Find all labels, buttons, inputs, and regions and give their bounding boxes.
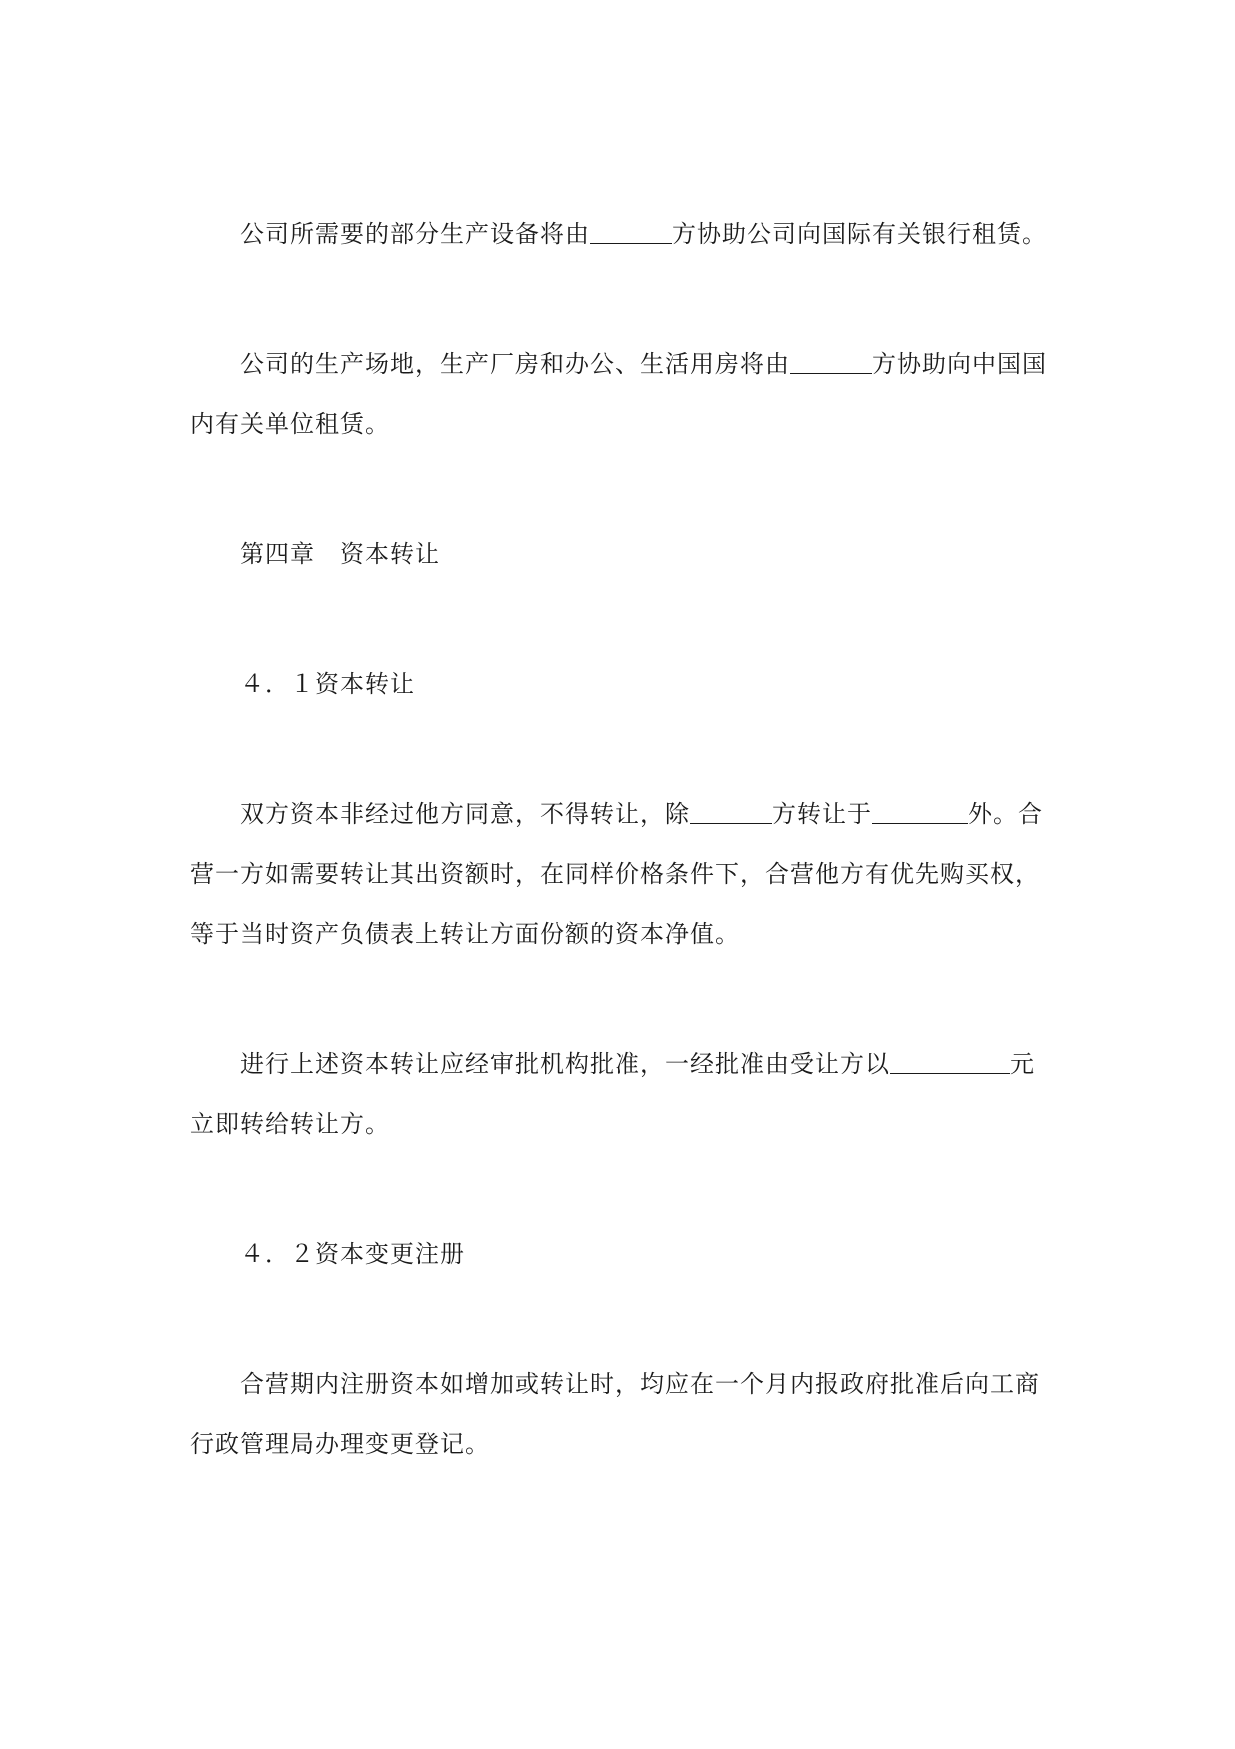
text-segment: 双方资本非经过他方同意，不得转让，除: [240, 800, 690, 828]
text-segment: 外。合: [968, 800, 1043, 828]
text-segment: 公司所需要的部分生产设备将由: [240, 220, 590, 248]
chapter-title: 第四章 资本转让: [240, 540, 440, 568]
paragraph-capital-transfer-cont: [190, 919, 740, 949]
section-heading-4-2: ４．２资本变更注册: [240, 1240, 465, 1268]
text-segment: 行政管理局办理变更登记。: [190, 1430, 490, 1458]
fill-blank: [790, 351, 872, 374]
text-segment: 进行上述资本转让应经审批机构批准，一经批准由受让方以: [240, 1050, 890, 1078]
fill-blank: [890, 1051, 1010, 1074]
paragraph-approval-payment: [240, 1049, 1035, 1079]
text-segment: 方转让于: [772, 800, 872, 828]
text-segment: 立即转给转让方。: [190, 1110, 390, 1138]
paragraph-premises-lease-cont: [190, 409, 390, 439]
paragraph-registration-change-cont: [190, 1429, 490, 1459]
text-segment: 方协助向中国国: [872, 350, 1047, 378]
fill-blank: [590, 221, 672, 244]
fill-blank: [872, 801, 968, 824]
text-segment: 元: [1010, 1050, 1035, 1078]
paragraph-premises-lease: [240, 349, 1047, 379]
paragraph-approval-payment-cont: [190, 1109, 390, 1139]
text-segment: 等于当时资产负债表上转让方面份额的资本净值。: [190, 920, 740, 948]
paragraph-capital-transfer: [240, 799, 1043, 829]
section-heading-4-1: ４．１资本转让: [240, 670, 415, 698]
text-segment: 内有关单位租赁。: [190, 410, 390, 438]
text-segment: 公司的生产场地，生产厂房和办公、生活用房将由: [240, 350, 790, 378]
text-segment: 方协助公司向国际有关银行租赁。: [672, 220, 1047, 248]
text-segment: 合营期内注册资本如增加或转让时，均应在一个月内报政府批准后向工商: [240, 1370, 1040, 1398]
text-segment: 营一方如需要转让其出资额时，在同样价格条件下，合营他方有优先购买权，: [190, 860, 1040, 888]
fill-blank: [690, 801, 772, 824]
paragraph-capital-transfer-cont: [190, 859, 1040, 889]
paragraph-equipment-lease: [240, 219, 1047, 249]
paragraph-registration-change: [240, 1369, 1040, 1399]
